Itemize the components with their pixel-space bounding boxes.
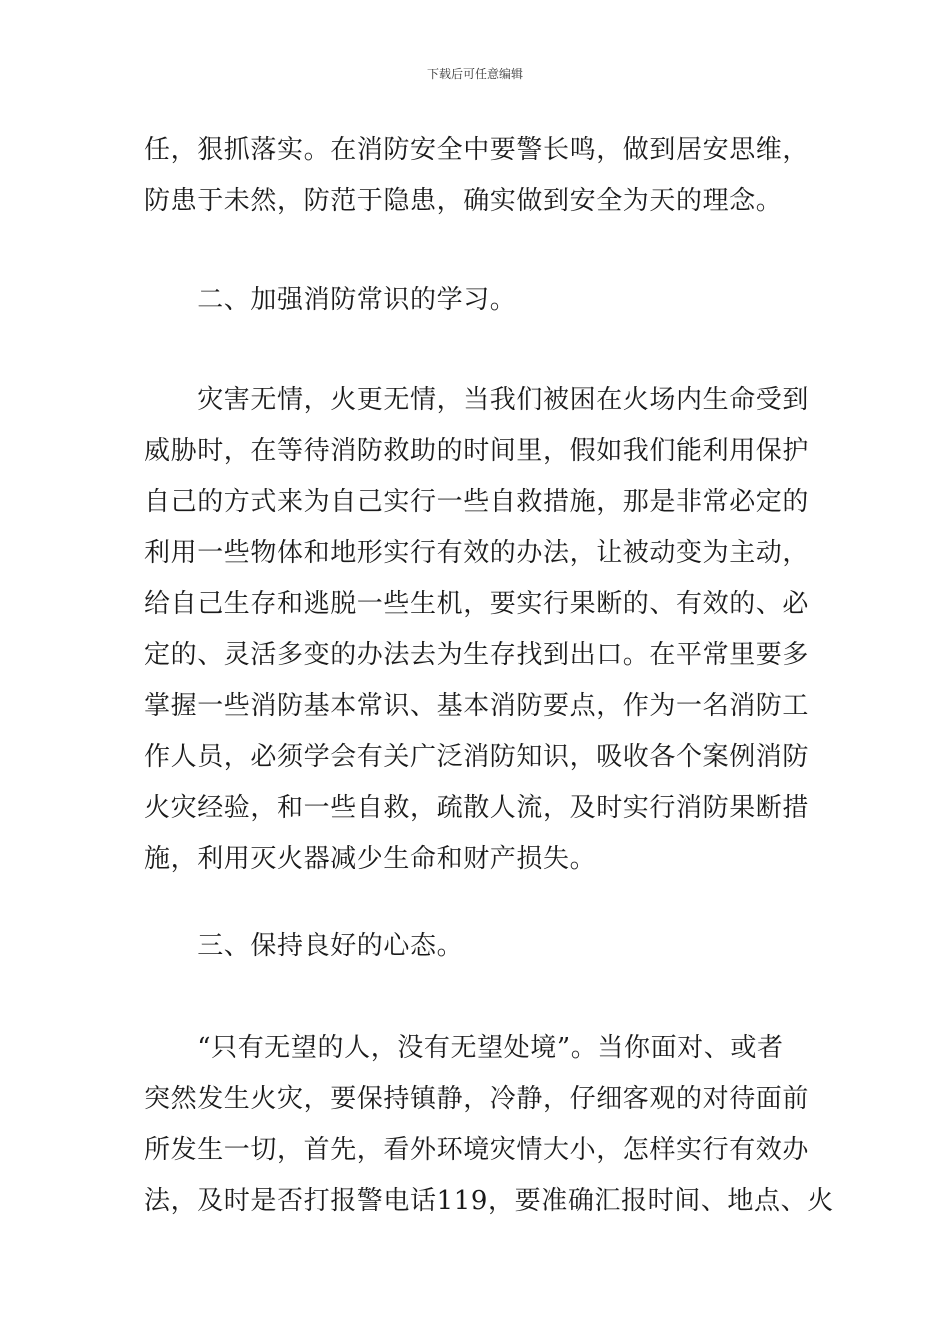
text-line: 威胁时，在等待消防救助的时间里，假如我们能利用保护	[144, 436, 810, 466]
section-heading-3: 三、保持良好的心态。	[144, 931, 464, 961]
text-line: 所发生一切，首先，看外环境灾情大小，怎样实行有效办	[144, 1135, 810, 1165]
text-line: 施，利用灭火器减少生命和财产损失。	[144, 844, 597, 874]
text-line: 掌握一些消防基本常识、基本消防要点，作为一名消防工	[144, 691, 810, 721]
text-line: 作人员，必须学会有关广泛消防知识，吸收各个案例消防	[144, 742, 810, 772]
text-line: 突然发生火灾，要保持镇静，冷静，仔细客观的对待面前	[144, 1084, 810, 1114]
text-line: 给自己生存和逃脱一些生机，要实行果断的、有效的、必	[144, 589, 810, 619]
text-line: 法，及时是否打报警电话119，要准确汇报时间、地点、火	[144, 1186, 834, 1216]
text-line: 防患于未然，防范于隐患，确实做到安全为天的理念。	[144, 186, 783, 216]
text-line: “只有无望的人，没有无望处境”。当你面对、或者	[144, 1033, 784, 1063]
text-line: 灾害无情，火更无情，当我们被困在火场内生命受到	[144, 385, 810, 415]
page-header: 下载后可任意编辑	[426, 67, 523, 81]
section-heading-2: 二、加强消防常识的学习。	[144, 285, 517, 315]
text-line: 自己的方式来为自己实行一些自救措施，那是非常必定的	[144, 487, 810, 517]
text-line: 定的、灵活多变的办法去为生存找到出口。在平常里要多	[144, 640, 810, 670]
text-line: 任，狠抓落实。在消防安全中要警长鸣，做到居安思维，	[144, 135, 810, 165]
text-line: 火灾经验，和一些自救，疏散人流，及时实行消防果断措	[144, 793, 810, 823]
text-line: 利用一些物体和地形实行有效的办法，让被动变为主动，	[144, 538, 810, 568]
